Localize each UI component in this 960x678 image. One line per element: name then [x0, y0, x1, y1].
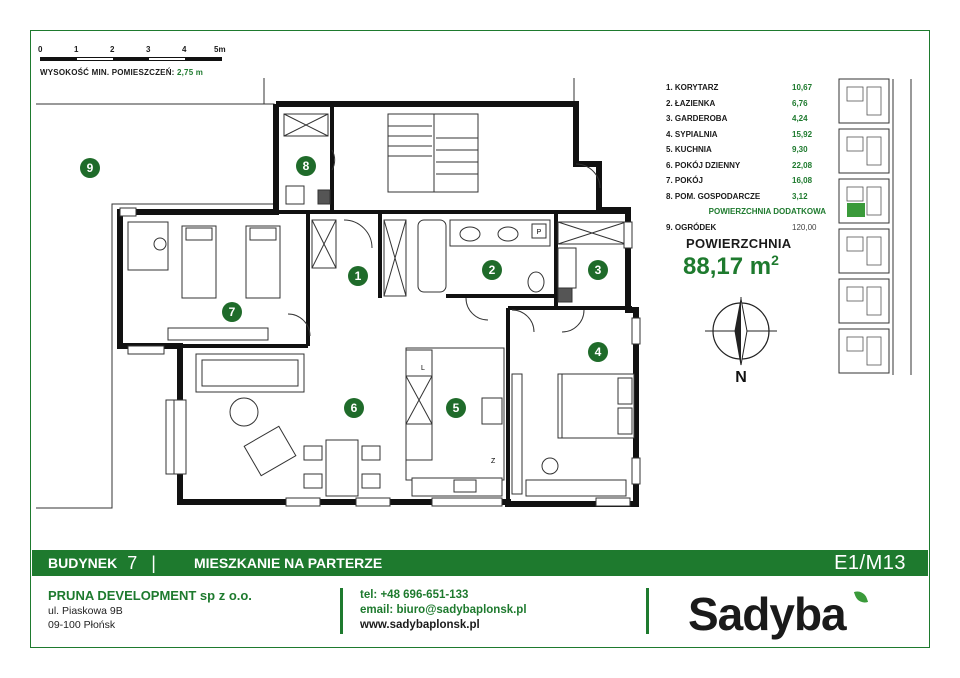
scale-ruler [40, 57, 222, 61]
room-label: 2. ŁAZIENKA [666, 98, 716, 108]
total-area-label: POWIERZCHNIA [686, 236, 792, 251]
room-badge-9 [80, 158, 100, 178]
staircase [388, 114, 478, 192]
svg-text:8: 8 [302, 159, 310, 173]
room-area: 16,08 [792, 176, 813, 186]
scale-label: 3 [146, 45, 151, 54]
room-label: 6. POKÓJ DZIENNY [666, 160, 741, 170]
garden-label: 9. OGRÓDEK [666, 222, 717, 232]
building-label: BUDYNEK [48, 555, 118, 571]
svg-text:4: 4 [594, 345, 602, 359]
compass-north-label: N [735, 369, 747, 385]
scale-label: 0 [38, 45, 43, 54]
company-street: ul. Piaskowa 9B [48, 605, 123, 617]
building-number: 7 [127, 552, 138, 573]
garden-row [666, 220, 826, 236]
phone-number: +48 696-651-133 [380, 589, 469, 601]
extra-area-label: POWIERZCHNIA DODATKOWA [708, 207, 826, 217]
room-badge-7 [222, 302, 242, 322]
company-name: PRUNA DEVELOPMENT sp z o.o. [48, 588, 252, 603]
floor-plan [36, 78, 660, 520]
room-label: 5. KUCHNIA [666, 145, 712, 155]
footer-divider [646, 588, 649, 634]
room-label: 3. GARDEROBA [666, 114, 728, 124]
room-badge-3 [588, 260, 608, 280]
contact-info [360, 588, 527, 633]
bar-separator: | [151, 552, 156, 573]
floor-plan-drawing [36, 78, 660, 520]
living-furniture [166, 354, 380, 496]
room-area: 6,76 [792, 98, 808, 108]
room-row [666, 111, 826, 127]
fridge-label: L [421, 365, 425, 372]
svg-text:9: 9 [86, 161, 94, 175]
svg-text:3: 3 [594, 263, 602, 277]
room-area-list [666, 80, 826, 235]
room-row [666, 158, 826, 174]
room-label: 7. POKÓJ [666, 176, 703, 186]
compass-rose [703, 295, 779, 385]
brand-name: Sadyba [688, 588, 846, 640]
room-row [666, 142, 826, 158]
footer-divider [340, 588, 343, 634]
flat-type: MIESZKANIE NA PARTERZE [193, 555, 383, 571]
bathroom-fixtures [418, 220, 550, 292]
scale-label: 5m [214, 45, 226, 54]
outer-walls [120, 104, 636, 504]
email-line [360, 603, 527, 618]
dishwasher-label: Z [491, 458, 496, 465]
room-row [666, 127, 826, 143]
svg-text:2: 2 [488, 263, 496, 277]
scale-label: 2 [110, 45, 115, 54]
scale-label: 1 [74, 45, 79, 54]
room-row [666, 80, 826, 96]
extra-area-heading [666, 204, 826, 220]
room-badge-1 [348, 266, 368, 286]
washer-label: P [536, 229, 542, 236]
room-label: 8. POM. GOSPODARCZE [666, 191, 761, 201]
svg-text:1: 1 [354, 269, 362, 283]
total-area-number: 88,17 m [683, 253, 772, 280]
scale-label: 4 [182, 45, 187, 54]
phone-line [360, 588, 527, 603]
room-area: 10,67 [792, 83, 813, 93]
room-label: 4. SYPIALNIA [666, 129, 718, 139]
compass-icon [703, 295, 779, 385]
bedroom-furniture [512, 374, 634, 496]
area-unit-superscript: 2 [771, 252, 779, 268]
room-badge-8 [296, 156, 316, 176]
room-row [666, 96, 826, 112]
room-badge-4 [588, 342, 608, 362]
title-bar [32, 550, 928, 576]
garden-area: 120,00 [792, 222, 817, 232]
company-info [48, 588, 252, 631]
total-area-value [683, 252, 779, 281]
room-area: 15,92 [792, 129, 813, 139]
website-link[interactable]: www.sadybaplonsk.pl [360, 619, 480, 631]
svg-text:7: 7 [228, 305, 236, 319]
highlighted-unit [847, 203, 865, 217]
min-height-label: WYSOKOŚĆ MIN. POMIESZCZEŃ: [40, 68, 175, 77]
room-area: 22,08 [792, 160, 813, 170]
svg-text:5: 5 [452, 401, 460, 415]
company-city: 09-100 Płońsk [48, 619, 116, 631]
phone-label: tel: [360, 589, 378, 601]
room-badge-2 [482, 260, 502, 280]
email-address[interactable]: biuro@sadybaplonsk.pl [396, 604, 527, 616]
room-row [666, 189, 826, 205]
room-badge-6 [344, 398, 364, 418]
room-area: 9,30 [792, 145, 808, 155]
svg-text:6: 6 [350, 401, 358, 415]
room-badge-5 [446, 398, 466, 418]
building-key-plan [833, 75, 917, 380]
unit-code: E1/M13 [834, 551, 906, 574]
min-height-value: 2,75 m [176, 68, 204, 77]
room-area: 4,24 [792, 114, 808, 124]
email-label: email: [360, 604, 394, 616]
brand-logo [688, 588, 846, 640]
room-row [666, 173, 826, 189]
room-label: 1. KORYTARZ [666, 83, 719, 93]
min-height-note [40, 68, 203, 77]
room-area: 3,12 [792, 191, 808, 201]
key-plan-drawing [833, 75, 917, 380]
